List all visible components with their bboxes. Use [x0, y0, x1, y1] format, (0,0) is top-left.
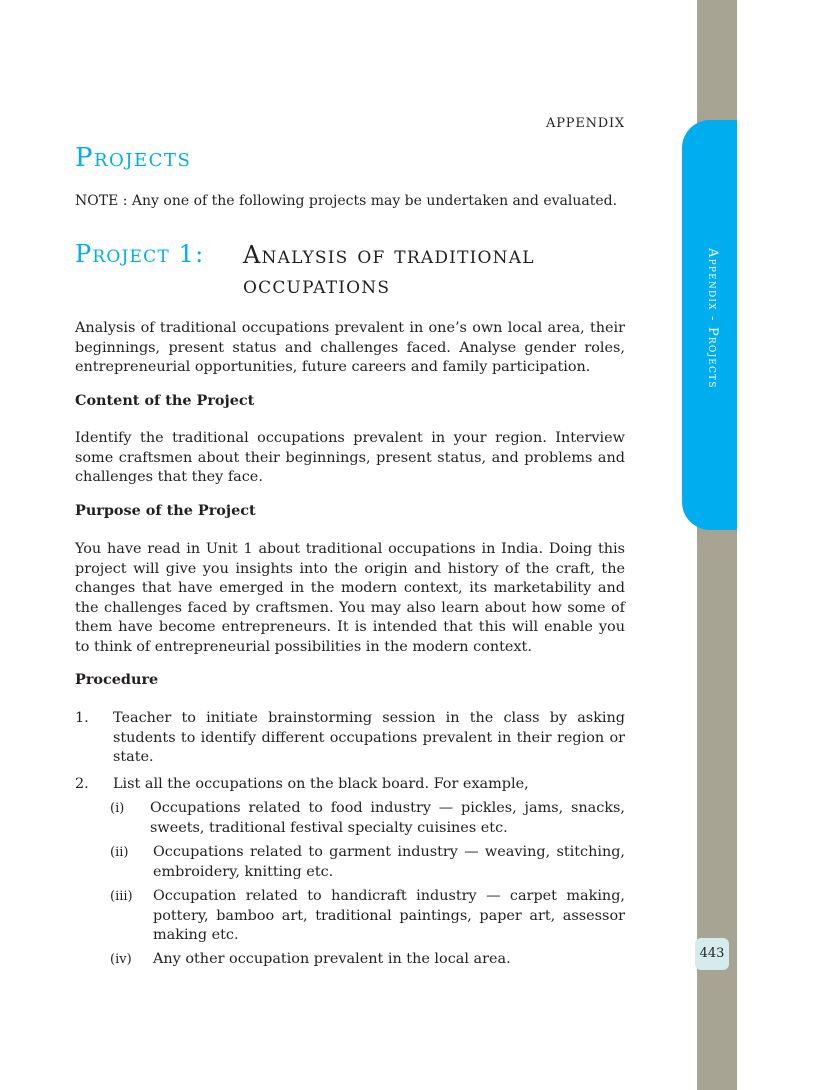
note-text: NOTE : Any one of the following projects may be undertaken and evaluated. [75, 193, 618, 209]
example-number: (ii) [110, 845, 129, 860]
section-tab-label: Appendix - Projects [705, 248, 720, 389]
example-text: Occupations related to food industry — pickles, jams, snacks, sweets, traditional festival specialty cuisines etc. [150, 800, 625, 836]
example-text: Any other occupation prevalent in the local area. [153, 951, 511, 967]
project-number: Project 1: [75, 240, 205, 268]
step-number: 2. [75, 776, 89, 792]
example-text: Occupation related to handicraft industry — carpet making, pottery, bamboo art, traditional paintings, paper art, assessor making etc. [153, 888, 625, 943]
project-title: Analysis of traditional occupations [243, 241, 535, 299]
purpose-heading: Purpose of the Project [75, 502, 256, 519]
procedure-heading: Procedure [75, 671, 159, 688]
running-header: APPENDIX [546, 116, 625, 131]
step-text: List all the occupations on the black board. For example, [113, 776, 529, 792]
content-heading: Content of the Project [75, 392, 255, 409]
example-number: (iii) [110, 889, 133, 904]
page-number: 443 [695, 938, 729, 970]
example-number: (i) [110, 801, 125, 816]
intro-paragraph: Analysis of traditional occupations prevalent in one’s own local area, their beginnings, present status and challenges faced. Analyse gender roles, entrepreneurial opportunities, future careers and family participation. [75, 320, 625, 375]
example-number: (iv) [110, 952, 132, 967]
step-number: 1. [75, 710, 89, 726]
page-title: Projects [75, 143, 192, 173]
content-paragraph: Identify the traditional occupations prevalent in your region. Interview some craftsmen about their beginnings, present status, and problems and challenges that they face. [75, 430, 625, 485]
example-text: Occupations related to garment industry — weaving, stitching, embroidery, knitting etc. [153, 844, 625, 880]
purpose-paragraph: You have read in Unit 1 about traditional occupations in India. Doing this project will give you insights into the origin and history of the craft, the changes that have emerged in the modern context, its marketability and the challenges faced by craftsmen. You may also learn about how some of them have become entrepreneurs. It is intended that this will enable you to think of entrepreneurial possibilities in the modern context. [75, 541, 625, 655]
step-text: Teacher to initiate brainstorming session in the class by asking students to identify different occupations prevalent in their region or state. [113, 710, 625, 765]
